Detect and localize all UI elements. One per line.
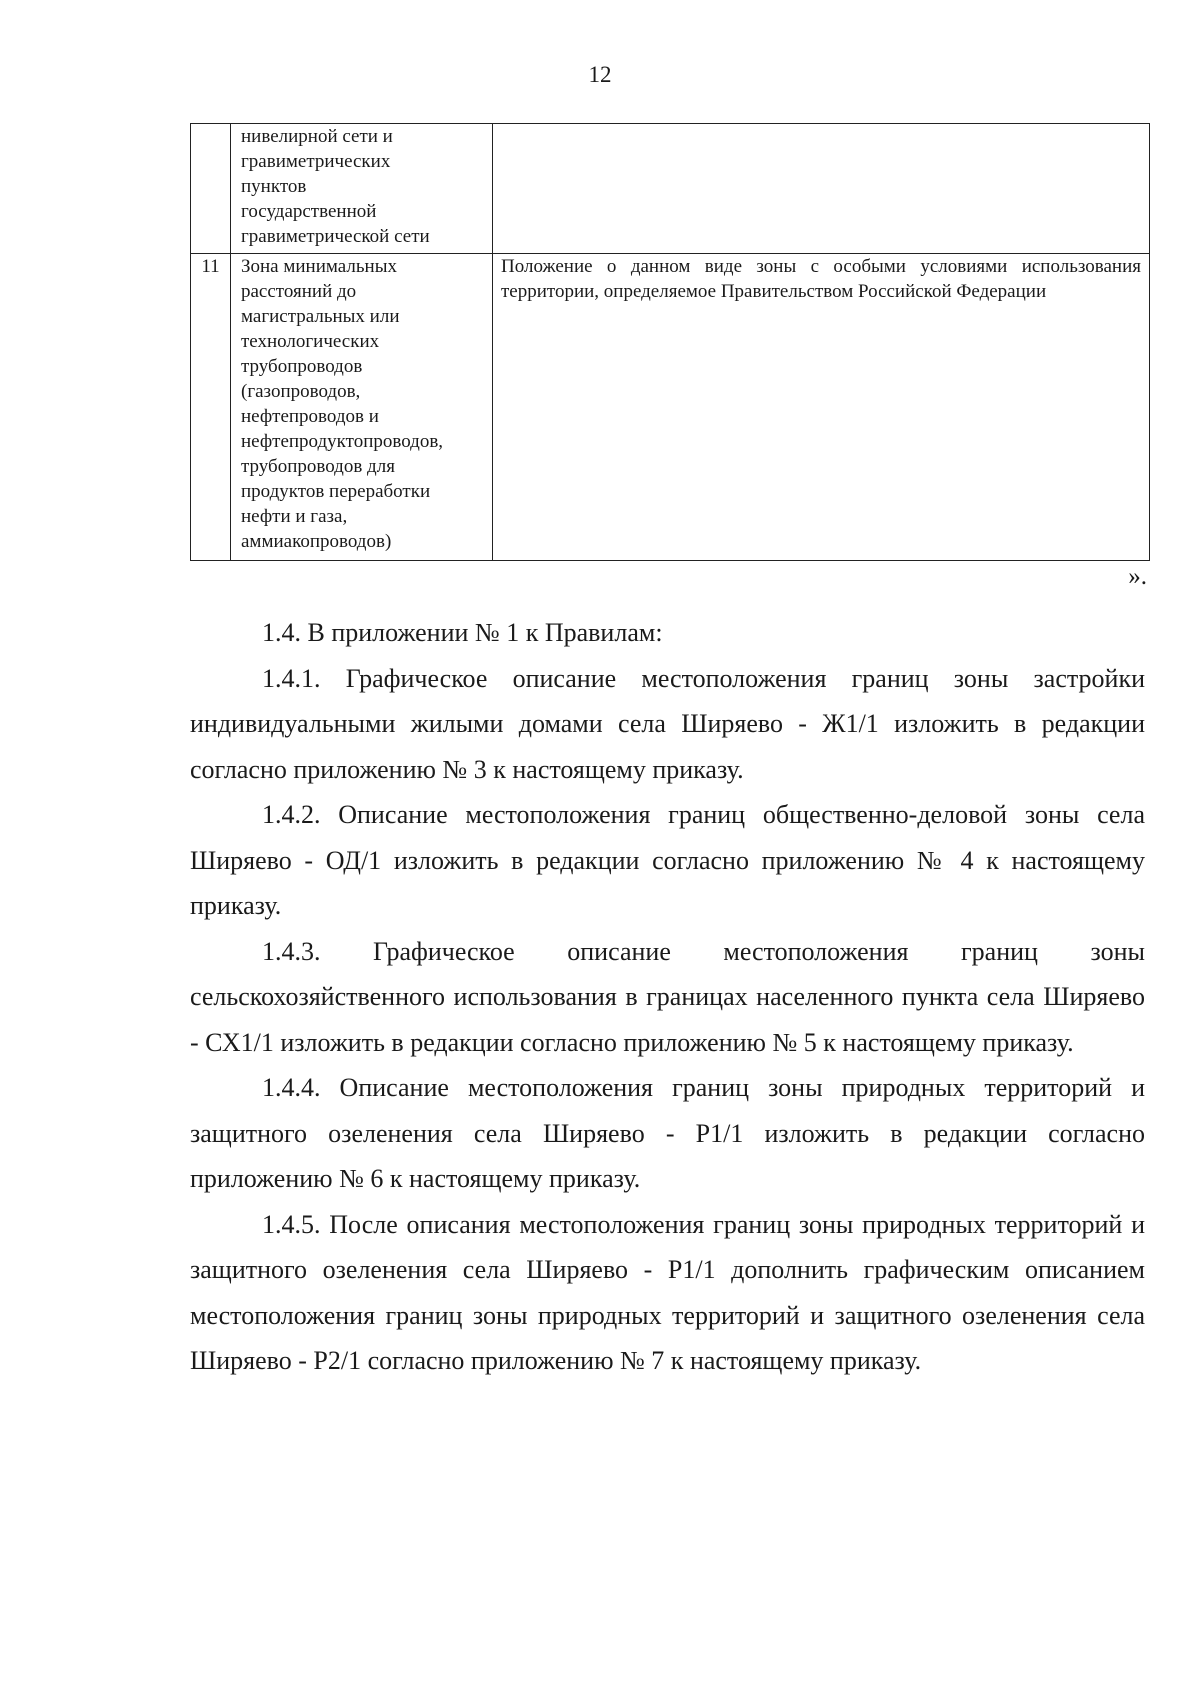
paragraph-1-4-2: 1.4.2. Описание местоположения границ общественно-деловой зоны села Ширяево - ОД/1 изложить в редакции согласно приложению № 4 к настоящему приказу.	[190, 800, 1145, 920]
row-number-cell	[191, 124, 231, 254]
zone-name-line: продуктов переработки	[241, 481, 431, 502]
zone-name-line: нефти и газа,	[241, 506, 348, 527]
zone-name-line: магистральных или	[241, 306, 400, 327]
zone-name-line: трубопроводов	[241, 356, 363, 377]
zones-table	[190, 123, 1150, 561]
zone-name-line: пунктов	[241, 176, 307, 197]
page-number: 12	[588, 62, 612, 87]
closing-quote: ».	[1128, 563, 1147, 590]
table-row	[191, 124, 1150, 254]
zone-name-line: гравиметрической сети	[241, 226, 430, 247]
paragraph-1-4-1: 1.4.1. Графическое описание местоположения границ зоны застройки индивидуальными жилыми домами села Ширяево - Ж1/1 изложить в редакции согласно приложению № 3 к настоящему приказу.	[190, 663, 1145, 784]
document-body	[190, 610, 1145, 1384]
zone-name-line: нефтепроводов и	[241, 406, 379, 427]
zone-name-cell	[231, 254, 493, 561]
row-number-cell: 11	[191, 254, 231, 561]
paragraph-1-4-4: 1.4.4. Описание местоположения границ зоны природных территорий и защитного озеленения села Ширяево - Р1/1 изложить в редакции согласно приложению № 6 к настоящему приказу.	[190, 1073, 1145, 1193]
zone-name-line: Зона минимальных	[241, 256, 397, 277]
zone-name-line: нивелирной сети и	[241, 126, 393, 147]
paragraph-1-4-3: 1.4.3. Графическое описание местоположения границ зоны сельскохозяйственного использования в границах населенного пункта села Ширяево - СХ1/1 изложить в редакции согласно приложению № 5 к настоящему приказу.	[190, 936, 1145, 1057]
zone-name-cell	[231, 124, 493, 254]
zone-name-line: гравиметрических	[241, 151, 391, 172]
zone-name-line: нефтепродуктопроводов,	[241, 431, 444, 452]
zone-name-line: (газопроводов,	[241, 381, 361, 402]
paragraph-1-4-5: 1.4.5. После описания местоположения границ зоны природных территорий и защитного озеленения села Ширяево - Р1/1 дополнить графическим описанием местоположения границ зоны природных территорий и защитного озеленения села Ширяево - Р2/1 согласно приложению № 7 к настоящему приказу.	[190, 1209, 1145, 1375]
paragraph-1-4: 1.4. В приложении № 1 к Правилам:	[262, 618, 663, 647]
zone-name-line: расстояний до	[241, 281, 357, 302]
zone-name-line: трубопроводов для	[241, 456, 395, 477]
table-row	[191, 254, 1150, 561]
zone-description-cell: Положение о данном виде зоны с особыми условиями использования территории, определяемое Правительством Российской Федерации	[493, 254, 1150, 561]
zone-name-line: аммиакопроводов)	[241, 531, 392, 552]
zone-name-line: государственной	[241, 201, 377, 222]
zone-description-cell	[493, 124, 1150, 254]
zone-name-line: технологических	[241, 331, 380, 352]
